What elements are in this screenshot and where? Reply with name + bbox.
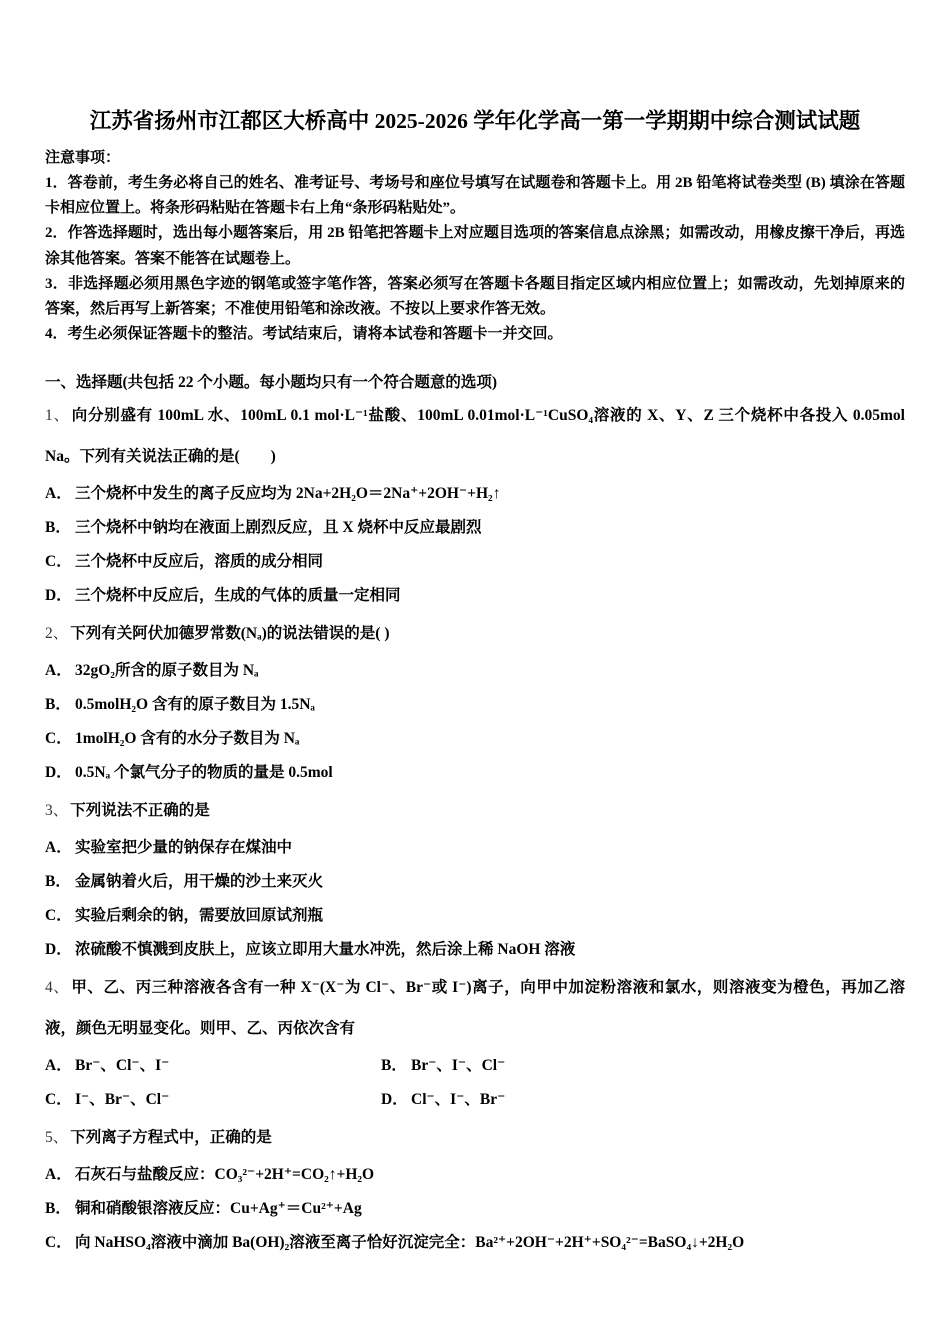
option-a-label: A． <box>45 662 72 680</box>
option-d-text: Cl⁻、I⁻、Br⁻ <box>411 1091 506 1109</box>
question-3-option-c <box>45 899 905 933</box>
notice-item-4: 4．考生必须保证答题卡的整洁。考试结束后，请将本试卷和答题卡一并交回。 <box>45 326 563 343</box>
option-a-text: 实验室把少量的钠保存在煤油中 <box>75 839 293 857</box>
option-c-text: 1molH₂O 含有的水分子数目为 Nₐ <box>75 730 300 748</box>
option-d-text: 三个烧杯中反应后，生成的气体的质量一定相同 <box>75 587 401 605</box>
question-5-option-b <box>45 1192 905 1226</box>
question-2-option-b <box>45 688 905 722</box>
question-4 <box>45 967 905 1117</box>
question-3-option-b <box>45 865 905 899</box>
question-5-option-a <box>45 1158 905 1192</box>
question-2-option-c <box>45 722 905 756</box>
option-c-text: 三个烧杯中反应后，溶质的成分相同 <box>75 553 324 571</box>
option-d-label: D． <box>381 1091 408 1109</box>
notice-item-3: 3．非选择题必须用黑色字迹的钢笔或签字笔作答，答案必须写在答题卡各题目指定区域内相应位置上；如需改动，先划掉原来的答案，然后再写上新答案；不准使用铅笔和涂改液。不按以上要求作答无效。 <box>45 275 905 318</box>
question-4-option-c <box>45 1083 381 1117</box>
option-c-label: C． <box>45 553 72 571</box>
option-c-label: C． <box>45 907 72 925</box>
option-b-label: B． <box>45 519 71 537</box>
option-a-text: 石灰石与盐酸反应：CO₃²⁻+2H⁺=CO₂↑+H₂O <box>75 1166 375 1184</box>
question-1 <box>45 395 905 613</box>
option-c-label: C． <box>45 1091 72 1109</box>
question-5-stem <box>45 1117 905 1158</box>
question-4-number: 4、 <box>45 979 70 997</box>
option-a-label: A． <box>45 1166 72 1184</box>
question-3-option-d <box>45 933 905 967</box>
option-c-label: C． <box>45 1234 72 1252</box>
question-4-stem-text: 甲、乙、丙三种溶液各含有一种 X⁻(X⁻为 Cl⁻、Br⁻或 I⁻)离子，向甲中加淀粉溶液和氯水，则溶液变为橙色，再加乙溶液，颜色无明显变化。则甲、乙、丙依次含有 <box>45 979 905 1038</box>
question-5-option-c <box>45 1226 905 1260</box>
option-b-label: B． <box>45 873 71 891</box>
question-2-number: 2、 <box>45 625 69 643</box>
question-4-option-b <box>381 1049 505 1083</box>
option-b-label: B． <box>45 1200 71 1218</box>
option-b-text: 三个烧杯中钠均在液面上剧烈反应，且 X 烧杯中反应最剧烈 <box>75 519 482 537</box>
question-1-stem <box>45 395 905 477</box>
question-5-stem-text: 下列离子方程式中，正确的是 <box>70 1129 272 1147</box>
question-3 <box>45 790 905 967</box>
notice-heading: 注意事项： <box>45 150 121 166</box>
notice-item-1: 1．答卷前，考生务必将自己的姓名、准考证号、考场号和座位号填写在试题卷和答题卡上。用 2B 铅笔将试卷类型 (B) 填涂在答题卡相应位置上。将条形码粘贴在答题卡右上角“条形码粘贴处”。 <box>45 175 905 217</box>
question-1-option-d <box>45 579 905 613</box>
question-4-options <box>45 1049 905 1117</box>
page-title: 江苏省扬州市江都区大桥高中 2025-2026 学年化学高一第一学期期中综合测试试题 <box>89 109 861 133</box>
question-1-option-a <box>45 477 905 511</box>
option-d-label: D． <box>45 941 72 959</box>
question-1-option-c <box>45 545 905 579</box>
option-b-text: 0.5molH₂O 含有的原子数目为 1.5Nₐ <box>75 696 315 714</box>
question-1-number: 1、 <box>45 407 70 425</box>
option-b-label: B． <box>381 1057 407 1075</box>
option-b-text: 铜和硝酸银溶液反应：Cu+Ag⁺＝Cu²⁺+Ag <box>75 1200 362 1218</box>
option-a-label: A． <box>45 1057 72 1075</box>
question-3-stem-text: 下列说法不正确的是 <box>70 802 210 820</box>
question-2-stem <box>45 613 905 654</box>
option-d-label: D． <box>45 764 72 782</box>
question-3-option-a <box>45 831 905 865</box>
option-a-label: A． <box>45 485 72 503</box>
notice-item-2: 2．作答选择题时，选出每小题答案后，用 2B 铅笔把答题卡上对应题目选项的答案信息点涂黑；如需改动，用橡皮擦干净后，再选涂其他答案。答案不能答在试题卷上。 <box>45 225 905 267</box>
option-c-label: C． <box>45 730 72 748</box>
option-b-text: 金属钠着火后，用干燥的沙土来灭火 <box>75 873 324 891</box>
question-2 <box>45 613 905 790</box>
section-heading: 一、选择题(共包括 22 个小题。每小题均只有一个符合题意的选项) <box>45 374 498 392</box>
notice-section <box>45 146 905 347</box>
option-c-text: I⁻、Br⁻、Cl⁻ <box>75 1091 170 1109</box>
option-d-label: D． <box>45 587 72 605</box>
question-5 <box>45 1117 905 1260</box>
question-1-stem-text: 向分别盛有 100mL 水、100mL 0.1 mol·L⁻¹盐酸、100mL 0.01mol·L⁻¹CuSO₄溶液的 X、Y、Z 三个烧杯中各投入 0.05mol Na。下列有关说法正确的是( ) <box>45 407 905 466</box>
option-c-text: 向 NaHSO₄溶液中滴加 Ba(OH)₂溶液至离子恰好沉淀完全：Ba²⁺+2OH⁻+2H⁺+SO₄²⁻=BaSO₄↓+2H₂O <box>75 1234 745 1252</box>
option-c-text: 实验后剩余的钠，需要放回原试剂瓶 <box>75 907 324 925</box>
question-4-option-a <box>45 1049 381 1083</box>
question-3-number: 3、 <box>45 802 69 820</box>
question-4-option-d <box>381 1083 505 1117</box>
option-a-text: 三个烧杯中发生的离子反应均为 2Na+2H₂O＝2Na⁺+2OH⁻+H₂↑ <box>75 485 501 503</box>
option-d-text: 0.5Nₐ 个氯气分子的物质的量是 0.5mol <box>75 764 333 782</box>
option-b-label: B． <box>45 696 71 714</box>
question-4-stem <box>45 967 905 1049</box>
option-b-text: Br⁻、I⁻、Cl⁻ <box>411 1057 506 1075</box>
question-2-option-a <box>45 654 905 688</box>
question-2-stem-text: 下列有关阿伏加德罗常数(Nₐ)的说法错误的是( ) <box>70 625 390 643</box>
question-1-option-b <box>45 511 905 545</box>
option-a-text: 32gO₂所含的原子数目为 Nₐ <box>75 662 259 680</box>
option-a-label: A． <box>45 839 72 857</box>
question-2-option-d <box>45 756 905 790</box>
question-3-stem <box>45 790 905 831</box>
option-d-text: 浓硫酸不慎溅到皮肤上，应该立即用大量水冲洗，然后涂上稀 NaOH 溶液 <box>75 941 576 959</box>
question-5-number: 5、 <box>45 1129 69 1147</box>
option-a-text: Br⁻、Cl⁻、I⁻ <box>75 1057 170 1075</box>
